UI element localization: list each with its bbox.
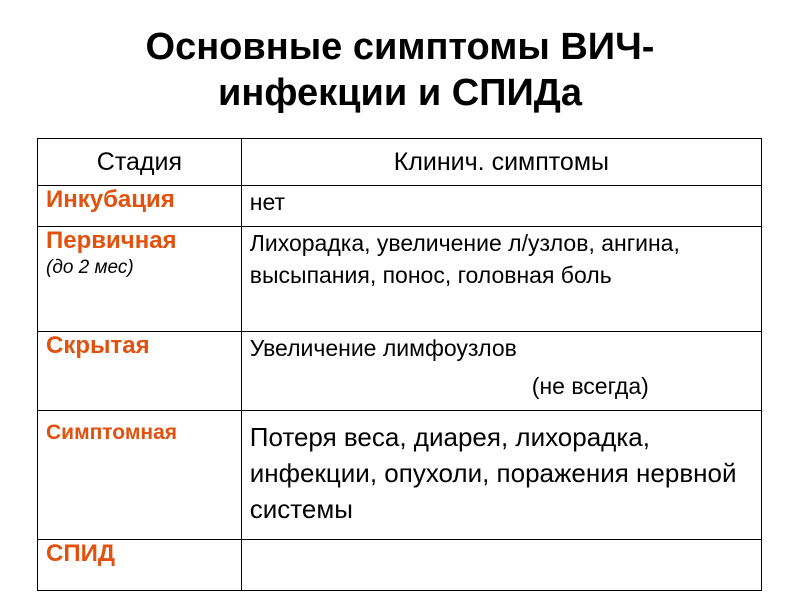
slide-title [0, 24, 800, 116]
header-stage: Стадия [38, 139, 242, 186]
table-row [38, 411, 762, 540]
stage-cell [38, 227, 242, 332]
table-row [38, 186, 762, 227]
stage-name: Скрытая [46, 332, 150, 359]
table-header-row [38, 139, 762, 186]
symptoms-cell [241, 332, 761, 411]
table-row [38, 227, 762, 332]
table-row [38, 332, 762, 411]
table-row [38, 540, 762, 591]
stage-cell [38, 186, 242, 227]
symptoms-note: (не всегда) [531, 373, 649, 399]
symptoms-cell [241, 540, 761, 591]
header-symptoms: Клинич. симптомы [241, 139, 761, 186]
stage-name: СПИД [46, 540, 115, 567]
slide-title-line-1: Основные симптомы ВИЧ- [145, 26, 655, 68]
stage-name: Инкубация [46, 186, 175, 213]
symptoms-text: Увеличение лимфоузлов [249, 335, 517, 361]
symptoms-cell: Лихорадка, увеличение л/узлов, ангина, высыпания, понос, головная боль [241, 227, 761, 332]
stage-name: Симптомная [46, 421, 178, 444]
symptoms-table [37, 138, 762, 591]
symptoms-cell: Потеря веса, диарея, лихорадка, инфекции, опухоли, поражения нервной системы [241, 411, 761, 540]
stage-cell [38, 411, 242, 540]
symptoms-cell: нет [241, 186, 761, 227]
stage-note: (до 2 мес) [46, 257, 134, 278]
stage-cell [38, 540, 242, 591]
slide-title-line-2: инфекции и СПИДа [217, 72, 583, 114]
stage-cell [38, 332, 242, 411]
stage-name: Первичная [46, 227, 177, 254]
